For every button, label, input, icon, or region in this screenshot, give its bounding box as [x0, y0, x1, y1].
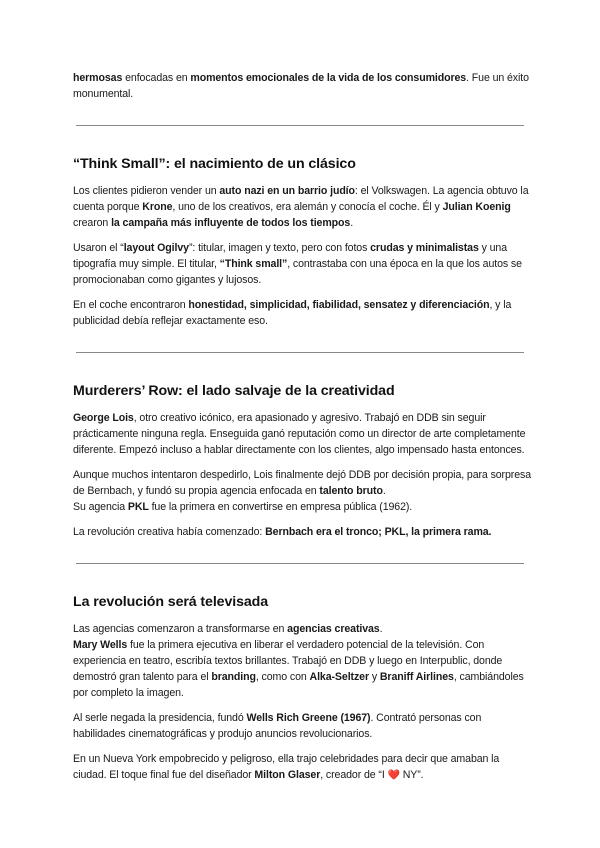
paragraph: En el coche encontraron honestidad, simplicidad, fiabilidad, sensatez y diferenciación, y la publicidad debía reflejar exactamente eso.	[73, 299, 512, 327]
paragraph: Los clientes pidieron vender un auto nazi en un barrio judío: el Volkswagen. La agencia obtuvo la cuenta porque Krone, uno de los creativos, era alemán y conocía el coche. Él y Julian Koenig crearon la campaña más influyente de todos los tiempos.	[73, 185, 529, 229]
paragraph: La revolución creativa había comenzado: Bernbach era el tronco; PKL, la primera rama.	[73, 526, 492, 538]
paragraph: Las agencias comenzaron a transformarse en agencias creativas. Mary Wells fue la primera ejecutiva en liberar el verdadero potencial de la televisión. Con experiencia en teatro, escribía textos brillantes. Trabajó en DDB y luego en Interpublic, donde demostró gran talento para el branding, como con Alka-Seltzer y Braniff Airlines, cambiándoles por completo la imagen.	[73, 623, 524, 699]
section-heading-murderers-row: Murderers’ Row: el lado salvaje de la creatividad	[73, 383, 395, 399]
paragraph: George Lois, otro creativo icónico, era apasionado y agresivo. Trabajó en DDB sin seguir prácticamente ninguna regla. Enseguida ganó reputación como un director de arte completamente diferente. Empezó incluso a hablar directamente con los clientes, algo impensado hasta entonces.	[73, 412, 526, 456]
document-body	[73, 70, 535, 793]
intro-paragraph: hermosas enfocadas en momentos emocionales de la vida de los consumidores. Fue un éxito monumental.	[73, 72, 529, 100]
section-heading-think-small: “Think Small”: el nacimiento de un clásico	[73, 156, 356, 172]
paragraph: Al serle negada la presidencia, fundó Wells Rich Greene (1967). Contrató personas con habilidades cinematográficas y produjo anuncios revolucionarios.	[73, 712, 482, 740]
section-heading-revolucion-televisada: La revolución será televisada	[73, 594, 269, 610]
paragraph: Aunque muchos intentaron despedirlo, Lois finalmente dejó DDB por decisión propia, para sorpresa de Bernbach, y fundó su propia agencia enfocada en talento bruto. Su agencia PKL fue la primera en convertirse en empresa pública (1962).	[73, 469, 531, 513]
paragraph: En un Nueva York empobrecido y peligroso, ella trajo celebridades para decir que amaban la ciudad. El toque final fue del diseñador Milton Glaser, creador de “I ❤️ NY”.	[73, 753, 500, 781]
paragraph: Usaron el “layout Ogilvy”: titular, imagen y texto, pero con fotos crudas y minimalistas y una tipografía muy simple. El titular, “Think small”, contrastaba con una época en la que los autos se promocionaban como gigantes y lujosos.	[73, 242, 522, 286]
heart-icon: ❤️	[387, 770, 400, 781]
